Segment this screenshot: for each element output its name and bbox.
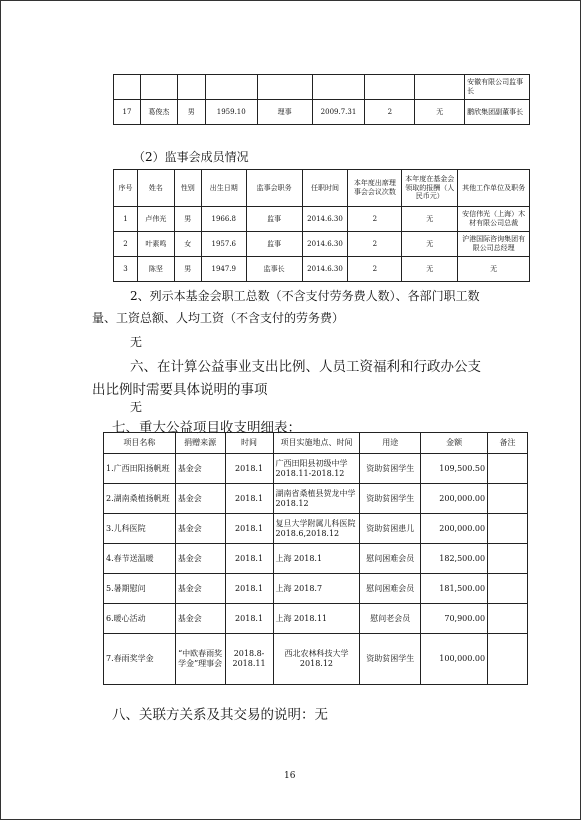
table-row [104,514,528,544]
cell-usage: 慰问老会员 [360,604,421,634]
cell-term [312,75,365,100]
header-cell: 用途 [360,433,421,454]
page-number: 16 [284,771,296,781]
table-row [114,232,530,257]
cell-attend: 2 [348,232,402,257]
cell-other: 安徽有限公司监事长 [465,75,530,100]
section-subtitle-supervisors: （2）监事会成员情况 [133,150,249,164]
table-row [104,574,528,604]
cell-attend: 2 [348,257,402,282]
header-cell: 出生日期 [201,170,246,207]
cell-place: 上海 2018.1 [273,544,360,574]
header-cell: 项目实施地点、时间 [273,433,360,454]
cell-usage: 慰问困难会员 [360,544,421,574]
cell-pay: 无 [402,257,458,282]
cell-source: 基金会 [175,604,225,634]
cell-other: 安信伟光（上海）木材有限公司总裁 [458,207,530,232]
section-six-heading-line1: 六、在计算公益事业支出比例、人员工资福利和行政办公支 [130,359,481,375]
cell-place: 复旦大学附属儿科医院 2018.6,2018.12 [273,514,360,544]
cell-project: 7.春雨奖学金 [104,634,176,685]
header-cell: 捐赠来源 [175,433,225,454]
cell-time: 2018.1 [225,484,273,514]
cell-position: 监事长 [246,257,302,282]
cell-time: 2018.1 [225,454,273,484]
table-row [104,604,528,634]
header-cell: 监事会职务 [246,170,302,207]
board-members-table-continued [113,74,530,125]
cell-gender: 男 [174,207,201,232]
cell-attend: 2 [365,100,415,125]
cell-name: 陈坚 [137,257,174,282]
cell-time: 2018.1 [225,514,273,544]
header-cell: 金额 [421,433,488,454]
table-row [104,454,528,484]
header-cell: 项目名称 [104,433,176,454]
header-cell: 性别 [174,170,201,207]
cell-amount: 200,000.00 [421,514,488,544]
cell-gender: 女 [174,232,201,257]
cell-place: 广西田阳县初级中学 2018.11-2018.12 [273,454,360,484]
cell-other: 鹏欣集团副董事长 [465,100,530,125]
header-cell: 备注 [488,433,528,454]
cell-amount: 200,000.00 [421,484,488,514]
cell-pay: 无 [402,207,458,232]
cell-source: 基金会 [175,544,225,574]
table-row [104,484,528,514]
cell-term: 2014.6.30 [302,207,348,232]
cell-source: “中欧春雨奖学金”理事会 [175,634,225,685]
table-row [114,100,530,125]
cell-no: 1 [114,207,138,232]
header-cell: 本年度出席理事会会议次数 [348,170,402,207]
cell-attend [365,75,415,100]
cell-birth: 1947.9 [201,257,246,282]
cell-position: 理事 [257,100,312,125]
cell-pay: 无 [415,100,465,125]
cell-gender: 男 [174,257,201,282]
cell-time: 2018.1 [225,574,273,604]
cell-name: 叶素鸣 [137,232,174,257]
header-cell: 序号 [114,170,138,207]
cell-note [488,544,528,574]
cell-term: 2009.7.31 [312,100,365,125]
cell-time: 2018.1 [225,544,273,574]
cell-no: 2 [114,232,138,257]
cell-other: 沪港国际咨询集团有限公司总经理 [458,232,530,257]
cell-amount: 182,500.00 [421,544,488,574]
cell-amount: 100,000.00 [421,634,488,685]
cell-gender [177,75,205,100]
cell-birth: 1959.10 [205,100,257,125]
cell-no [114,75,141,100]
cell-gender: 男 [177,100,205,125]
table-header-row [104,433,528,454]
paragraph-staff-line1: 2、列示本基金会职工总数（不含支付劳务费人数）、各部门职工数 [130,289,480,303]
cell-project: 3.儿科医院 [104,514,176,544]
cell-term: 2014.6.30 [302,257,348,282]
cell-note [488,574,528,604]
cell-amount: 70,900.00 [421,604,488,634]
cell-note [488,514,528,544]
cell-source: 基金会 [175,484,225,514]
major-projects-table [103,432,528,685]
cell-birth [205,75,257,100]
cell-attend: 2 [348,207,402,232]
cell-place: 西北农林科技大学 2018.12 [273,634,360,685]
cell-place: 上海 2018.7 [273,574,360,604]
cell-source: 基金会 [175,574,225,604]
cell-usage: 资助贫困学生 [360,454,421,484]
table-header-row [114,170,530,207]
cell-position [257,75,312,100]
table-row [114,75,530,100]
cell-other: 无 [458,257,530,282]
cell-amount: 181,500.00 [421,574,488,604]
cell-usage: 慰问困难会员 [360,574,421,604]
cell-project: 2.湖南桑植扬帆班 [104,484,176,514]
header-cell: 时间 [225,433,273,454]
cell-note [488,634,528,685]
cell-usage: 资助贫困学生 [360,634,421,685]
table-row [114,207,530,232]
cell-name [140,75,177,100]
table-row [104,544,528,574]
paragraph-none-1: 无 [130,335,143,349]
section-seven-heading: 七、重大公益项目收支明细表： [112,420,301,436]
cell-time: 2018.8-2018.11 [225,634,273,685]
cell-place: 上海 2018.11 [273,604,360,634]
cell-position: 监事 [246,207,302,232]
cell-project: 1.广西田阳扬帆班 [104,454,176,484]
supervisors-table [113,169,530,282]
cell-source: 基金会 [175,454,225,484]
cell-note [488,454,528,484]
cell-project: 6.暖心活动 [104,604,176,634]
header-cell: 姓名 [137,170,174,207]
cell-pay [415,75,465,100]
cell-no: 3 [114,257,138,282]
table-row [104,634,528,685]
cell-project: 5.暑期慰问 [104,574,176,604]
cell-name: 卢伟光 [137,207,174,232]
table-row [114,257,530,282]
paragraph-none-2: 无 [130,400,143,414]
cell-term: 2014.6.30 [302,232,348,257]
cell-pay: 无 [402,232,458,257]
cell-time: 2018.1 [225,604,273,634]
cell-note [488,604,528,634]
header-cell: 其他工作单位及职务 [458,170,530,207]
cell-place: 湖南省桑植县贺龙中学 2018.12 [273,484,360,514]
section-six-heading-line2: 出比例时需要具体说明的事项 [92,382,268,398]
paragraph-staff-line2: 量、工资总额、人均工资（不含支付的劳务费） [92,311,345,325]
section-eight-heading: 八、关联方关系及其交易的说明：无 [112,707,328,723]
cell-project: 4.春节送温暖 [104,544,176,574]
cell-birth: 1957.6 [201,232,246,257]
header-cell: 本年度在基金会领取的报酬（人民币元） [402,170,458,207]
cell-amount: 109,500.50 [421,454,488,484]
cell-name: 葛俊杰 [140,100,177,125]
cell-usage: 资助贫困学生 [360,484,421,514]
cell-note [488,484,528,514]
cell-source: 基金会 [175,514,225,544]
cell-usage: 资助贫困患儿 [360,514,421,544]
cell-birth: 1966.8 [201,207,246,232]
cell-position: 监事 [246,232,302,257]
cell-no: 17 [114,100,141,125]
header-cell: 任职时间 [302,170,348,207]
